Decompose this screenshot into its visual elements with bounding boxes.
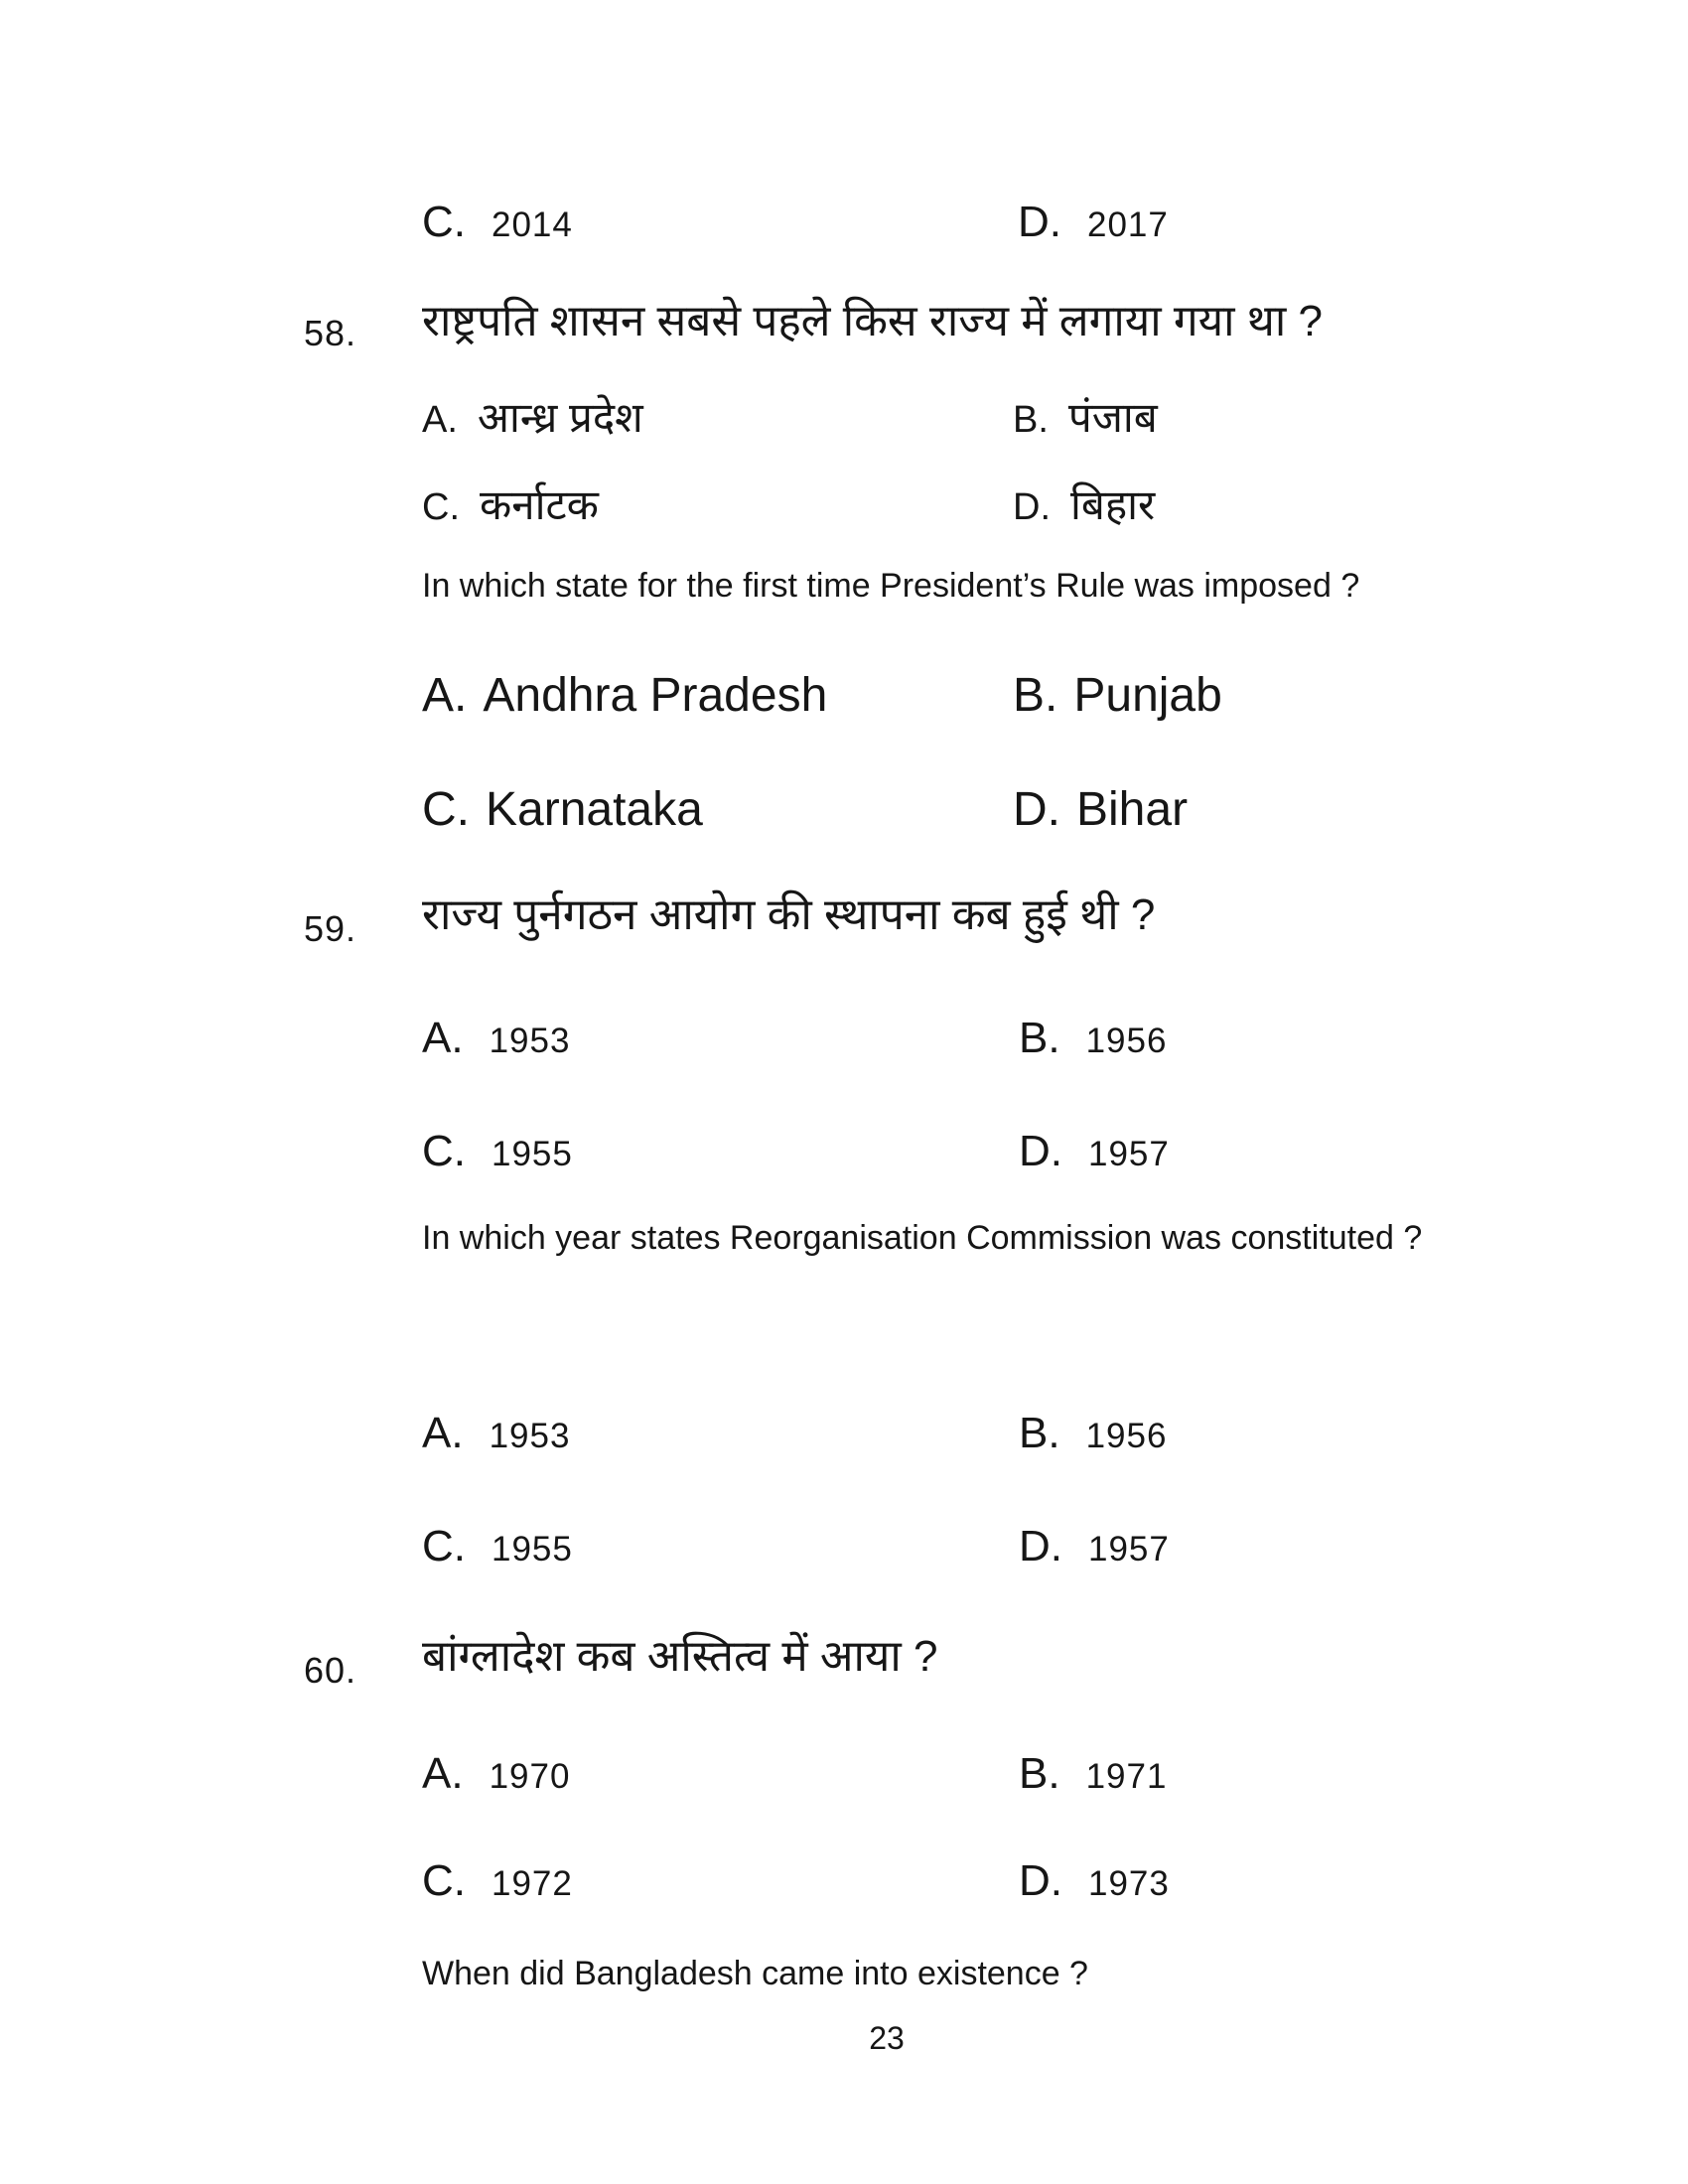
option-value: कर्नाटक: [480, 481, 599, 528]
option-d-hindi: [1019, 1126, 1170, 1178]
option-value: 1973: [1088, 1864, 1170, 1903]
option-value: 1953: [489, 1417, 571, 1455]
page-number: 23: [869, 2020, 905, 2056]
option-c-english: [422, 781, 703, 839]
option-b-hindi: [1013, 393, 1158, 444]
option-letter: D.: [1018, 198, 1061, 246]
option-letter: C.: [422, 198, 466, 246]
option-value: पंजाब: [1067, 394, 1158, 441]
option-letter: C.: [422, 783, 470, 836]
option-d-english: [1019, 1521, 1170, 1573]
option-value: 1957: [1088, 1530, 1170, 1569]
option-b-english: [1019, 1408, 1167, 1460]
option-letter: B.: [1019, 1409, 1060, 1457]
question-text-hindi: बांग्लादेश कब अस्तित्व में आया ?: [422, 1632, 938, 1681]
option-value: आन्ध्र प्रदेश: [477, 394, 643, 441]
question-number: 60.: [304, 1650, 357, 1691]
question-number: 59.: [304, 908, 357, 949]
option-b-english: [1013, 667, 1222, 725]
option-value: 1955: [492, 1135, 573, 1173]
option-letter: C.: [422, 1856, 466, 1905]
option-a-hindi: [422, 1013, 570, 1065]
option-value: 2014: [492, 205, 573, 244]
option-d-hindi: [1019, 1855, 1170, 1908]
option-c-hindi: [422, 1855, 573, 1908]
option-letter: D.: [1019, 1127, 1062, 1175]
option-value: 1970: [489, 1757, 571, 1796]
option-letter: D.: [1013, 783, 1060, 836]
option-value: 1957: [1088, 1135, 1170, 1173]
option-c-english: [422, 1521, 573, 1573]
option-b-hindi: [1019, 1748, 1167, 1801]
option-value: 1956: [1085, 1417, 1168, 1455]
option-letter: B.: [1019, 1749, 1060, 1798]
option-b-hindi: [1019, 1013, 1167, 1065]
option-value: 1972: [492, 1864, 573, 1903]
option-value: 1953: [489, 1022, 571, 1060]
question-text-english: In which year states Reorganisation Commission was constituted ?: [422, 1219, 1423, 1257]
option-letter: B.: [1013, 399, 1049, 441]
question-text-hindi: राज्य पुर्नगठन आयोग की स्थापना कब हुई थी ?: [422, 890, 1156, 939]
option-letter: A.: [422, 1409, 464, 1457]
option-letter: A.: [422, 669, 468, 722]
option-letter: D.: [1019, 1856, 1062, 1905]
option-letter: B.: [1013, 669, 1058, 722]
option-letter: A.: [422, 399, 458, 441]
option-value: Punjab: [1073, 669, 1222, 722]
option-value: 1955: [492, 1530, 573, 1569]
question-text-english: When did Bangladesh came into existence ?: [422, 1955, 1088, 1992]
option-a-hindi: [422, 1748, 570, 1801]
option-d-english: [1013, 781, 1188, 839]
option-letter: C.: [422, 1127, 466, 1175]
option-letter: C.: [422, 1522, 466, 1570]
option-c-hindi: [422, 480, 599, 531]
option-c-hindi: [422, 1126, 573, 1178]
option-d-carryover: [1018, 197, 1169, 249]
option-letter: D.: [1013, 486, 1051, 528]
option-a-english: [422, 667, 827, 725]
question-number: 58.: [304, 313, 357, 353]
option-value: Karnataka: [486, 783, 703, 836]
option-value: बिहार: [1070, 481, 1156, 528]
question-text-hindi: राष्ट्रपति शासन सबसे पहले किस राज्य में लगाया गया था ?: [422, 297, 1323, 345]
question-text-english: In which state for the first time President’s Rule was imposed ?: [422, 567, 1360, 605]
option-c-carryover: [422, 197, 573, 249]
option-a-english: [422, 1408, 570, 1460]
option-value: Andhra Pradesh: [483, 669, 828, 722]
option-value: 1956: [1085, 1022, 1168, 1060]
option-letter: C.: [422, 486, 460, 528]
option-value: 2017: [1087, 205, 1169, 244]
option-letter: A.: [422, 1749, 464, 1798]
option-value: Bihar: [1076, 783, 1189, 836]
option-letter: A.: [422, 1014, 464, 1062]
option-value: 1971: [1085, 1757, 1168, 1796]
option-letter: B.: [1019, 1014, 1060, 1062]
option-letter: D.: [1019, 1522, 1062, 1570]
option-a-hindi: [422, 393, 643, 444]
option-d-hindi: [1013, 480, 1155, 531]
